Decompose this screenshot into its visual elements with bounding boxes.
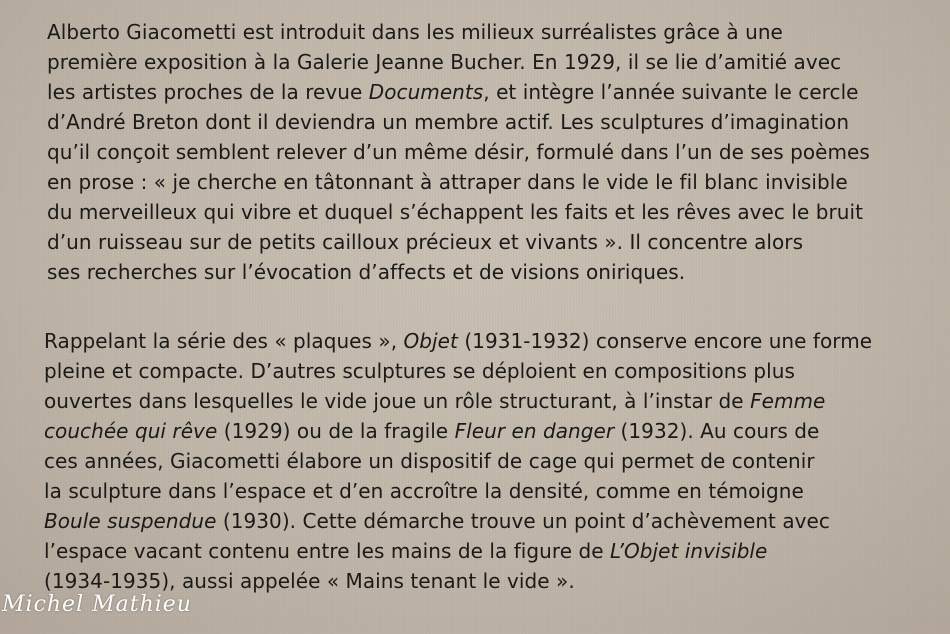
text-run: (1934-1935), aussi appelée « Mains tenant le vide ». [44,569,575,593]
paragraph-1 [47,17,870,287]
italic-title: Objet [403,329,458,353]
text-line [44,416,872,446]
text-line [47,137,870,167]
text-run: (1930). Cette démarche trouve un point d’achèvement avec [216,509,830,533]
italic-title: Boule suspendue [44,509,217,533]
text-line [47,167,870,197]
text-line [47,197,870,227]
text-run: l’espace vacant contenu entre les mains de la figure de [44,539,610,563]
text-run: ouvertes dans lesquelles le vide joue un rôle structurant, à l’instar de [44,389,751,413]
text-run: en prose : « je cherche en tâtonnant à attraper dans le vide le fil blanc invisible [47,170,848,194]
text-line [44,476,872,506]
text-run: ses recherches sur l’évocation d’affects et de visions oniriques. [47,260,686,284]
text-run: pleine et compacte. D’autres sculptures se déploient en compositions plus [44,359,795,383]
paragraph-2 [44,326,872,596]
text-line [44,356,872,386]
text-run: ces années, Giacometti élabore un dispositif de cage qui permet de contenir [44,449,815,473]
photographer-signature: Michel Mathieu [2,592,192,617]
text-run: les artistes proches de la revue [47,80,369,104]
italic-title: L’Objet invisible [609,539,768,563]
text-line [47,47,870,77]
italic-title: couchée qui rêve [44,419,218,443]
text-line [44,326,872,356]
text-run: , et intègre l’année suivante le cercle [483,80,859,104]
text-run: Alberto Giacometti est introduit dans les milieux surréalistes grâce à une [47,20,783,44]
text-run: (1929) ou de la fragile [217,419,455,443]
text-line [44,386,872,416]
text-line [44,446,872,476]
italic-title: Documents [368,80,484,104]
text-run: du merveilleux qui vibre et duquel s’échappent les faits et les rêves avec le bruit [47,200,863,224]
text-line [47,17,870,47]
text-line [47,257,870,287]
text-line [47,107,870,137]
text-line [47,77,870,107]
text-run: qu’il conçoit semblent relever d’un même désir, formulé dans l’un de ses poèmes [47,140,870,164]
italic-title: Femme [750,389,826,413]
text-run: d’André Breton dont il deviendra un membre actif. Les sculptures d’imagination [47,110,850,134]
text-line [47,227,870,257]
text-run: d’un ruisseau sur de petits cailloux précieux et vivants ». Il concentre alors [47,230,804,254]
text-run: (1932). Au cours de [614,419,820,443]
text-run: Rappelant la série des « plaques », [44,329,404,353]
text-line [44,536,872,566]
text-run: la sculpture dans l’espace et d’en accroître la densité, comme en témoigne [44,479,804,503]
italic-title: Fleur en danger [454,419,615,443]
text-run: première exposition à la Galerie Jeanne Bucher. En 1929, il se lie d’amitié avec [47,50,842,74]
text-run: (1931-1932) conserve encore une forme [457,329,873,353]
text-line [44,506,872,536]
